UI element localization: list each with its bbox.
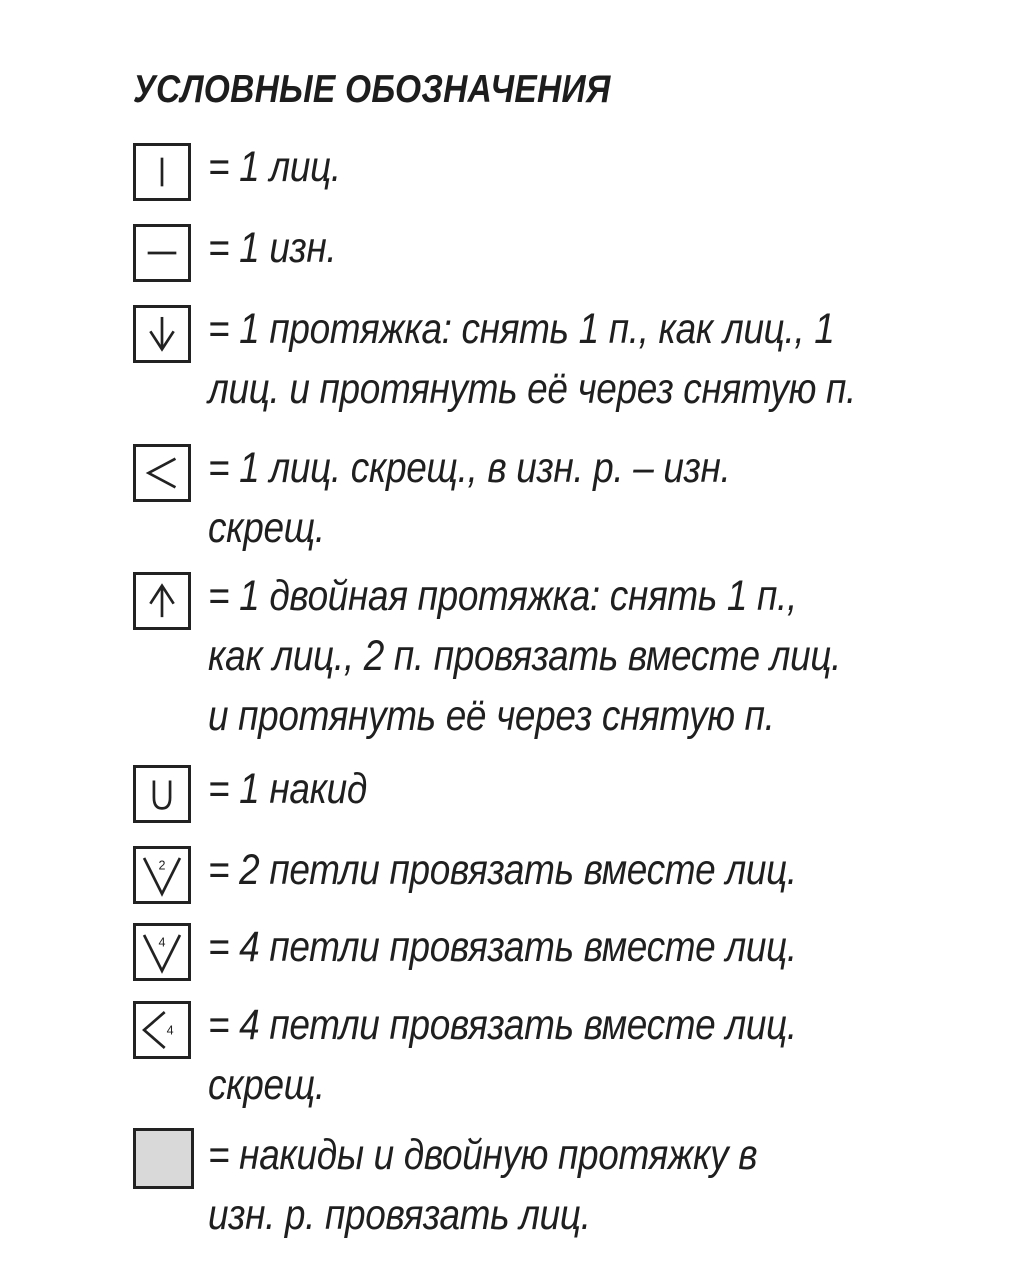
vertical-bar-icon-graphic xyxy=(136,146,188,198)
legend-description-line: скрещ. xyxy=(208,504,325,552)
legend-description-line: как лиц., 2 п. провязать вместе лиц. xyxy=(208,632,842,680)
legend-description-line: = накиды и двойную протяжку в xyxy=(208,1131,758,1179)
legend-description-yarn-over xyxy=(208,759,853,819)
legend-description-shaded xyxy=(208,1125,853,1245)
legend-description-line: изн. р. провязать лиц. xyxy=(208,1191,591,1239)
down-arrow-with-v-icon xyxy=(133,305,191,363)
left-angle-with-number-icon xyxy=(133,1001,191,1059)
symbol-number: 4 xyxy=(158,935,166,950)
legend-title: УСЛОВНЫЕ ОБОЗНАЧЕНИЯ xyxy=(133,68,611,111)
legend-description-line: = 1 накид xyxy=(208,765,368,813)
legend-description-line: = 1 лиц. xyxy=(208,143,341,191)
u-shape-icon-graphic xyxy=(136,768,188,820)
legend-description-line: = 2 петли провязать вместе лиц. xyxy=(208,846,797,894)
v-with-number-icon xyxy=(133,923,191,981)
legend-description-line: = 1 протяжка: снять 1 п., как лиц., 1 xyxy=(208,305,835,353)
legend-description-double-slip xyxy=(208,566,853,746)
down-arrow-with-v-icon-graphic xyxy=(136,308,188,360)
vertical-bar-icon xyxy=(133,143,191,201)
symbol-number: 4 xyxy=(166,1023,174,1038)
legend-description-knit-crossed xyxy=(208,438,853,558)
left-angle-icon-graphic xyxy=(136,447,188,499)
up-arrow-with-v-icon xyxy=(133,572,191,630)
legend-description-line: скрещ. xyxy=(208,1061,325,1109)
legend-description-line: = 1 двойная протяжка: снять 1 п., xyxy=(208,572,797,620)
u-shape-icon xyxy=(133,765,191,823)
left-angle-icon xyxy=(133,444,191,502)
legend-description-line: = 1 изн. xyxy=(208,224,337,272)
symbol-number: 2 xyxy=(158,858,166,873)
legend-description-k4tog xyxy=(208,917,853,977)
legend-description-k2tog xyxy=(208,840,853,900)
legend-description-line: = 4 петли провязать вместе лиц. xyxy=(208,1001,797,1049)
v-with-number-icon xyxy=(133,846,191,904)
gray-shaded-square-icon xyxy=(133,1128,194,1189)
legend-description-line: = 1 лиц. скрещ., в изн. р. – изн. xyxy=(208,444,731,492)
v-with-number-icon-graphic xyxy=(136,926,188,978)
horizontal-dash-icon xyxy=(133,224,191,282)
legend-description-slip-knit-pass xyxy=(208,299,856,419)
v-with-number-icon-graphic xyxy=(136,849,188,901)
legend-description-knit xyxy=(208,137,853,197)
legend-description-purl xyxy=(208,218,853,278)
legend-description-line: и протянуть её через снятую п. xyxy=(208,692,775,740)
horizontal-dash-icon-graphic xyxy=(136,227,188,279)
left-angle-with-number-icon-graphic xyxy=(136,1004,188,1056)
up-arrow-with-v-icon-graphic xyxy=(136,575,188,627)
legend-description-line: лиц. и протянуть её через снятую п. xyxy=(208,365,856,413)
legend-description-line: = 4 петли провязать вместе лиц. xyxy=(208,923,797,971)
legend-description-k4tog-crossed xyxy=(208,995,853,1115)
